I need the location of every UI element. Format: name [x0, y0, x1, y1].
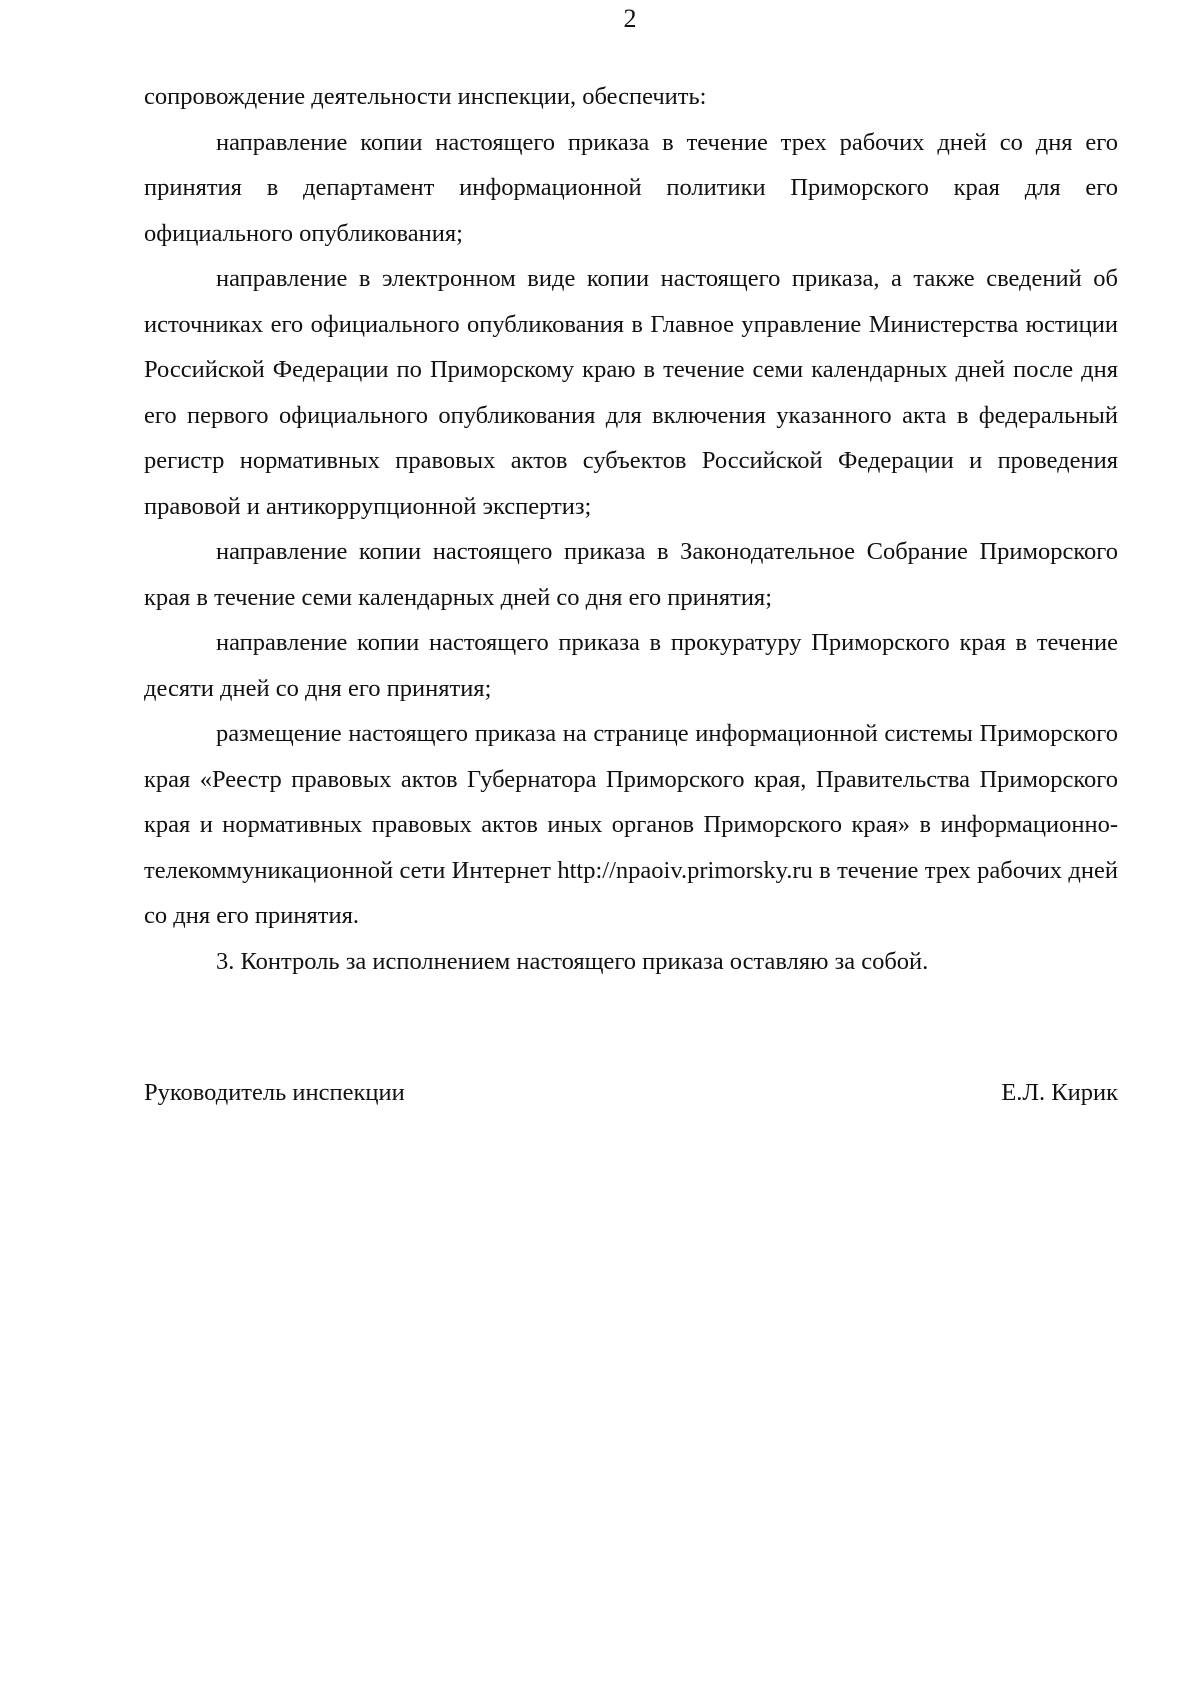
- paragraph-control-clause: 3. Контроль за исполнением настоящего приказа оставляю за собой.: [216, 947, 929, 975]
- paragraph-legislative-assembly: направление копии настоящего приказа в Законодательное Собрание Приморского края в течение семи календарных дней со дня его принятия;: [144, 538, 1118, 611]
- page-number: 2: [623, 4, 637, 33]
- signature-block: [144, 1070, 1118, 1116]
- paragraph-registry-publication: размещение настоящего приказа на странице информационной системы Приморского края «Реестр правовых актов Губернатора Приморского края, Правительства Приморского края и нормативных правовых актов иных органов Приморского края» в информационно-телекоммуникационной сети Интернет http://npaoiv.primorsky.ru в течение трех рабочих дней со дня его принятия.: [144, 720, 1118, 929]
- signatory-position: Руководитель инспекции: [144, 1079, 405, 1106]
- paragraph-prosecutor-office: направление копии настоящего приказа в прокуратуру Приморского края в течение десяти дней со дня его принятия;: [144, 629, 1118, 702]
- paragraph-ministry-of-justice: направление в электронном виде копии настоящего приказа, а также сведений об источниках его официального опубликования в Главное управление Министерства юстиции Российской Федерации по Приморскому краю в течение семи календарных дней после дня его первого официального опубликования для включения указанного акта в федеральный регистр нормативных правовых актов субъектов Российской Федерации и проведения правовой и антикоррупционной экспертиз;: [144, 265, 1118, 520]
- document-body: [144, 74, 1118, 984]
- paragraph-continuation: сопровождение деятельности инспекции, обеспечить:: [144, 83, 707, 110]
- paragraph-official-publication: направление копии настоящего приказа в течение трех рабочих дней со дня его принятия в департамент информационной политики Приморского края для его официального опубликования;: [144, 128, 1118, 247]
- signatory-name: Е.Л. Кирик: [1001, 1079, 1118, 1106]
